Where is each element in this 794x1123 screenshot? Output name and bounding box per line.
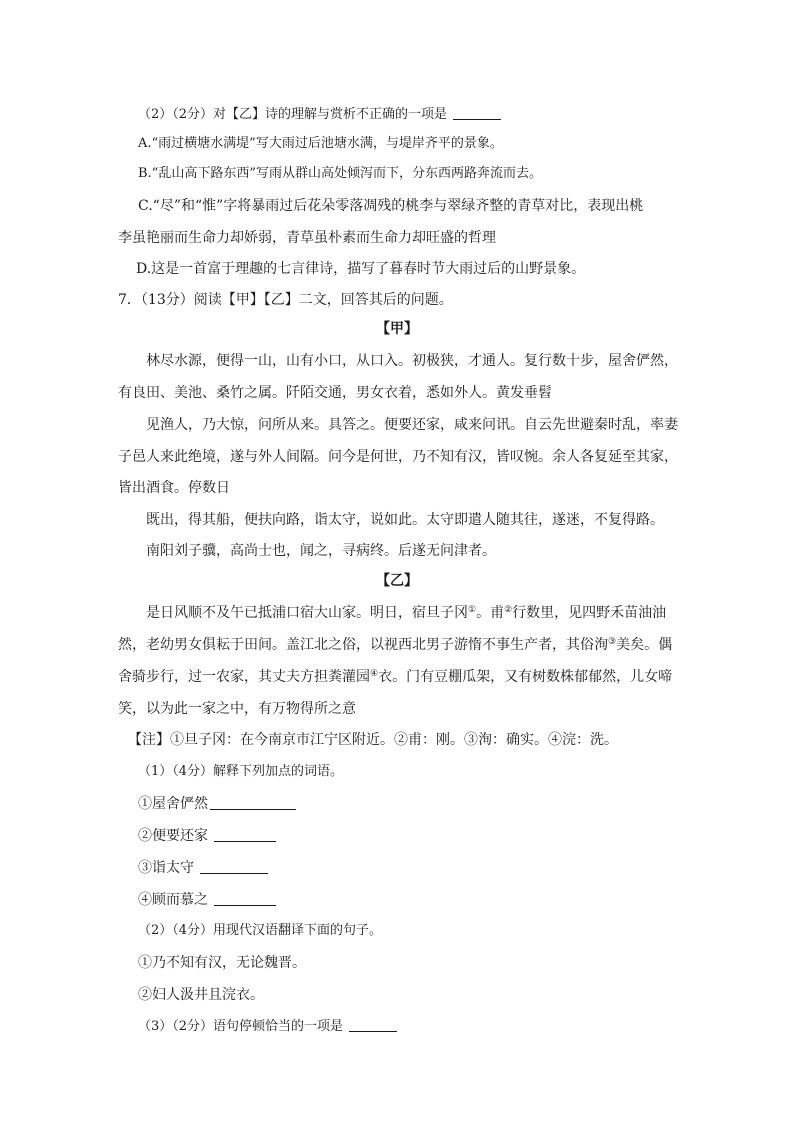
q6-option-b: B.“乱山高下路东西”写雨从群山高处倾泻而下，分东西两路奔流而去。 (138, 166, 542, 181)
yi-note: 【注】①旦子冈：在今南京市江宁区附近。②甫：刚。③洵：确实。④浣：洗。 (128, 732, 618, 748)
q7-sub2-stem: （2）（4分）用现代汉语翻译下面的句子。 (138, 923, 383, 938)
yi-line3: 舍骑步行，过一农家，其丈夫方担粪灌园④衣。门有豆棚瓜架，又有树数株郁郁然，儿女啼 (118, 669, 673, 685)
q7-stem: 7．（13分）阅读【甲】【乙】二文，回答其后的问题。 (118, 292, 453, 308)
q7-sub3-stem: （3）（2分）语句停顿恰当的一项是 (138, 1019, 397, 1033)
yi-line2: 然，老幼男女俱耘于田间。盖江北之俗，以视西北男子游惰不事生产者，其俗洵③美矣。偶 (118, 637, 673, 653)
answer-blank[interactable] (214, 893, 276, 906)
yi-line4: 笑，以为此一家之中，有万物得所之意 (118, 701, 356, 717)
q6-option-d: D.这是一首富于理趣的七言律诗，描写了暮春时节大雨过后的山野景象。 (136, 261, 586, 277)
footnote-marker: ① (468, 605, 477, 615)
jia-p1-line2: 有良田、美池、桑竹之属。阡陌交通，男女衣着，悉如外人。黄发垂髫 (118, 385, 552, 401)
answer-blank[interactable] (349, 1019, 397, 1032)
translate-item-2: ②妇人汲井且浣衣。 (138, 987, 264, 1003)
q6-option-a: A.“雨过横塘水满堤”写大雨过后池塘水满，与堤岸齐平的景象。 (138, 136, 503, 151)
jia-title: 【甲】 (376, 321, 418, 337)
answer-blank[interactable] (210, 797, 296, 810)
answer-blank[interactable] (214, 829, 276, 842)
jia-p3: 既出，得其船，便扶向路，诣太守，说如此。太守即遣人随其往，遂迷，不复得路。 (146, 512, 664, 528)
jia-p4: 南阳刘子骥，高尚士也，闻之，寻病终。后遂无问津者。 (146, 543, 496, 559)
q7-sub1-stem: （1）（4分）解释下列加点的词语。 (138, 764, 344, 779)
footnote-marker: ② (504, 605, 513, 615)
q6-option-c-line2: 李虽艳丽而生命力却娇弱，青草虽朴素而生命力却旺盛的哲理 (118, 230, 496, 246)
yi-line1: 是日风顺不及午已抵浦口宿大山家。明日，宿旦子冈①。甫②行数里，见四野禾苗油油 (146, 605, 667, 621)
word-item-3: ③诣太守 (138, 861, 268, 875)
jia-p1-line1: 林尽水源，便得一山，山有小口，从口入。初极狭，才通人。复行数十步，屋舍俨然， (146, 353, 678, 369)
word-item-1: ①屋舍俨然 (138, 797, 296, 811)
q6-option-c-line1: C.“尽”和“惟”字将暴雨过后花朵零落凋残的桃李与翠绿齐整的青草对比，表现出桃 (138, 198, 644, 214)
answer-blank[interactable] (200, 861, 268, 874)
word-item-4: ④顾而慕之 (138, 893, 276, 907)
footnote-marker: ④ (370, 669, 379, 679)
footnote-marker: ③ (608, 637, 617, 647)
yi-title: 【乙】 (376, 573, 418, 589)
answer-blank[interactable] (453, 107, 501, 120)
q6-sub2-stem: （2）（2分）对【乙】诗的理解与赏析不正确的一项是 (138, 107, 501, 121)
jia-p2-line2: 子邑人来此绝境，遂与外人间隔。问今是何世，乃不知有汉，皆叹惋。余人各复延至其家， (118, 449, 678, 465)
translate-item-1: ①乃不知有汉，无论魏晋。 (138, 955, 306, 971)
word-item-2: ②便要还家 (138, 829, 276, 843)
jia-p2-line1: 见渔人，乃大惊，问所从来。具答之。便要还家，咸来问讯。自云先世避秦时乱，率妻 (146, 417, 678, 433)
jia-p2-line3: 皆出酒食。停数日 (118, 480, 230, 496)
